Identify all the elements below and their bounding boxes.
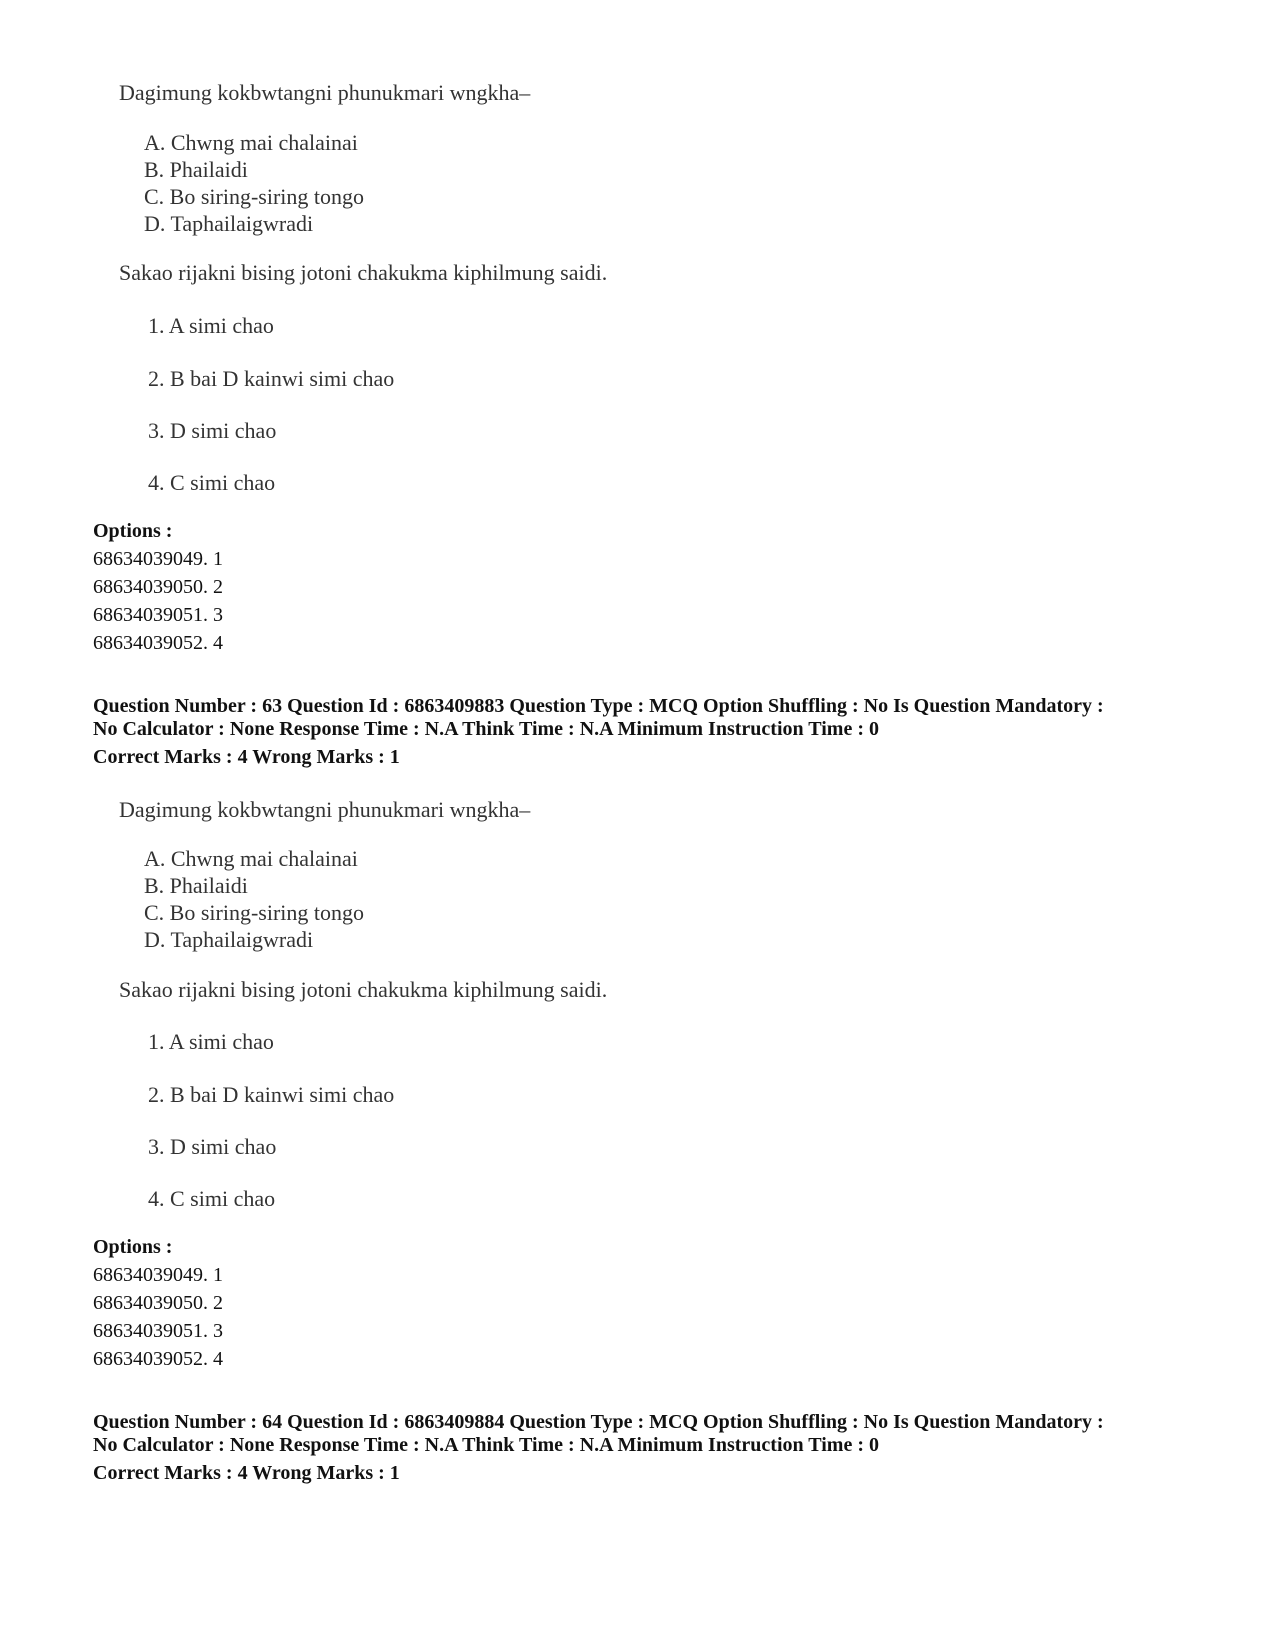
question-instruction: Sakao rijakni bising jotoni chakukma kiphilmung saidi. xyxy=(119,977,608,1002)
question-meta-line-2: No Calculator : None Response Time : N.A Think Time : N.A Minimum Instruction Time : 0 xyxy=(93,718,879,740)
choice-d: D. Taphailaigwradi xyxy=(144,211,314,236)
question-marks: Correct Marks : 4 Wrong Marks : 1 xyxy=(93,746,400,768)
question-meta-line-2: No Calculator : None Response Time : N.A Think Time : N.A Minimum Instruction Time : 0 xyxy=(93,1434,879,1456)
numbered-choice-4: 4. C simi chao xyxy=(148,470,276,495)
option-1: 68634039049. 1 xyxy=(93,548,223,570)
option-4: 68634039052. 4 xyxy=(93,1348,223,1370)
numbered-choice-3: 3. D simi chao xyxy=(148,418,277,443)
choice-b: B. Phailaidi xyxy=(144,157,248,182)
numbered-choice-2: 2. B bai D kainwi simi chao xyxy=(148,1082,395,1107)
options-label: Options : xyxy=(93,1236,173,1258)
choice-c: C. Bo siring-siring tongo xyxy=(144,900,365,925)
option-4: 68634039052. 4 xyxy=(93,632,223,654)
choice-d: D. Taphailaigwradi xyxy=(144,927,314,952)
question-marks: Correct Marks : 4 Wrong Marks : 1 xyxy=(93,1462,400,1484)
numbered-choice-4: 4. C simi chao xyxy=(148,1186,276,1211)
numbered-choice-1: 1. A simi chao xyxy=(148,313,274,338)
option-2: 68634039050. 2 xyxy=(93,1292,223,1314)
numbered-choice-2: 2. B bai D kainwi simi chao xyxy=(148,366,395,391)
numbered-choice-1: 1. A simi chao xyxy=(148,1029,274,1054)
choice-a: A. Chwng mai chalainai xyxy=(144,846,358,871)
option-1: 68634039049. 1 xyxy=(93,1264,223,1286)
question-instruction: Sakao rijakni bising jotoni chakukma kiphilmung saidi. xyxy=(119,260,608,285)
choice-a: A. Chwng mai chalainai xyxy=(144,130,358,155)
question-stem: Dagimung kokbwtangni phunukmari wngkha– xyxy=(119,797,531,822)
option-3: 68634039051. 3 xyxy=(93,604,223,626)
choice-c: C. Bo siring-siring tongo xyxy=(144,184,365,209)
question-meta-line-1: Question Number : 63 Question Id : 6863409883 Question Type : MCQ Option Shuffling : No Is Question Mandatory : xyxy=(93,695,1104,717)
question-stem: Dagimung kokbwtangni phunukmari wngkha– xyxy=(119,80,531,105)
question-meta-line-1: Question Number : 64 Question Id : 6863409884 Question Type : MCQ Option Shuffling : No Is Question Mandatory : xyxy=(93,1411,1104,1433)
options-label: Options : xyxy=(93,520,173,542)
option-2: 68634039050. 2 xyxy=(93,576,223,598)
option-3: 68634039051. 3 xyxy=(93,1320,223,1342)
numbered-choice-3: 3. D simi chao xyxy=(148,1134,277,1159)
choice-b: B. Phailaidi xyxy=(144,873,248,898)
